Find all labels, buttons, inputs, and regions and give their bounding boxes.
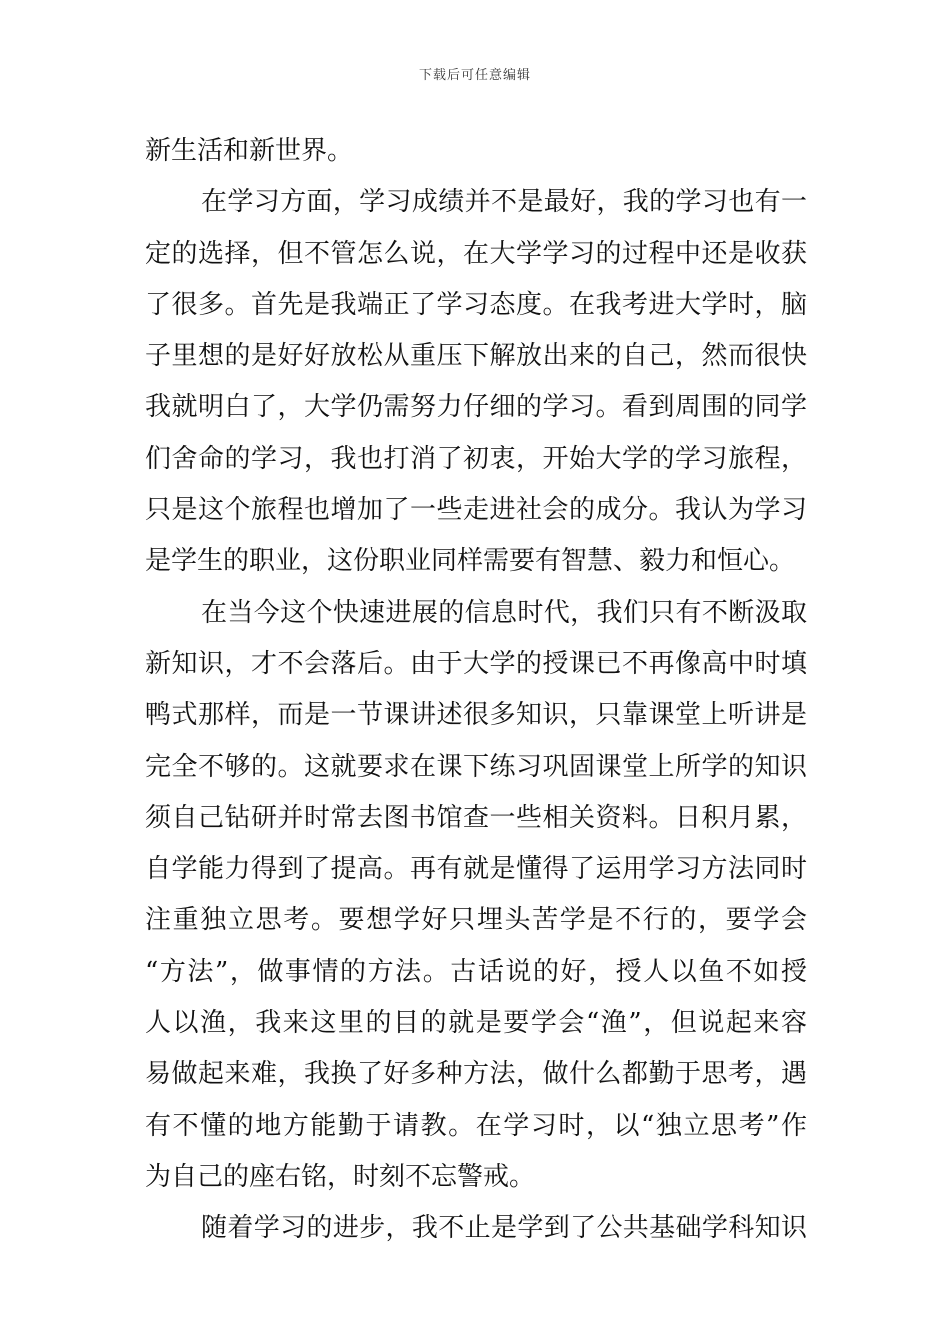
text-line: 了很多。首先是我端正了学习态度。在我考进大学时，脑 — [145, 289, 807, 320]
text-line: 注重独立思考。要想学好只埋头苦学是不行的，要学会 — [145, 905, 807, 936]
document-body — [145, 126, 807, 1255]
text-line: 有不懂的地方能勤于请教。在学习时，以“独立思考”作 — [145, 1110, 807, 1141]
text-line: 只是这个旅程也增加了一些走进社会的成分。我认为学习 — [145, 495, 807, 526]
text-line: 我就明白了，大学仍需努力仔细的学习。看到周围的同学 — [145, 392, 807, 423]
text-line: “方法”，做事情的方法。古话说的好，授人以鱼不如授 — [145, 956, 807, 987]
text-line: 鸭式那样，而是一节课讲述很多知识，只靠课堂上听讲是 — [145, 700, 807, 731]
text-line: 自学能力得到了提高。再有就是懂得了运用学习方法同时 — [145, 854, 807, 885]
text-line: 须自己钻研并时常去图书馆查一些相关资料。日积月累， — [145, 802, 807, 833]
text-line: 易做起来难，我换了好多种方法，做什么都勤于思考，遇 — [145, 1059, 807, 1090]
text-line: 定的选择，但不管怎么说，在大学学习的过程中还是收获 — [145, 238, 807, 269]
page-header-note: 下载后可任意编辑 — [418, 68, 531, 83]
text-line: 们舍命的学习，我也打消了初衷，开始大学的学习旅程， — [145, 443, 807, 474]
text-line: 在当今这个快速进展的信息时代，我们只有不断汲取 — [201, 597, 807, 628]
text-line: 子里想的是好好放松从重压下解放出来的自己，然而很快 — [145, 341, 807, 372]
text-line: 随着学习的进步，我不止是学到了公共基础学科知识 — [201, 1213, 807, 1244]
text-line: 新生活和新世界。 — [145, 136, 354, 166]
text-line: 是学生的职业，这份职业同样需要有智慧、毅力和恒心。 — [145, 546, 796, 577]
text-line: 人以渔，我来这里的目的就是要学会“渔”，但说起来容 — [145, 1008, 807, 1039]
text-line: 在学习方面，学习成绩并不是最好，我的学习也有一 — [201, 187, 807, 218]
text-line: 为自己的座右铭，时刻不忘警戒。 — [145, 1161, 536, 1192]
text-line: 新知识，才不会落后。由于大学的授课已不再像高中时填 — [145, 648, 807, 679]
text-line: 完全不够的。这就要求在课下练习巩固课堂上所学的知识 — [145, 751, 807, 782]
